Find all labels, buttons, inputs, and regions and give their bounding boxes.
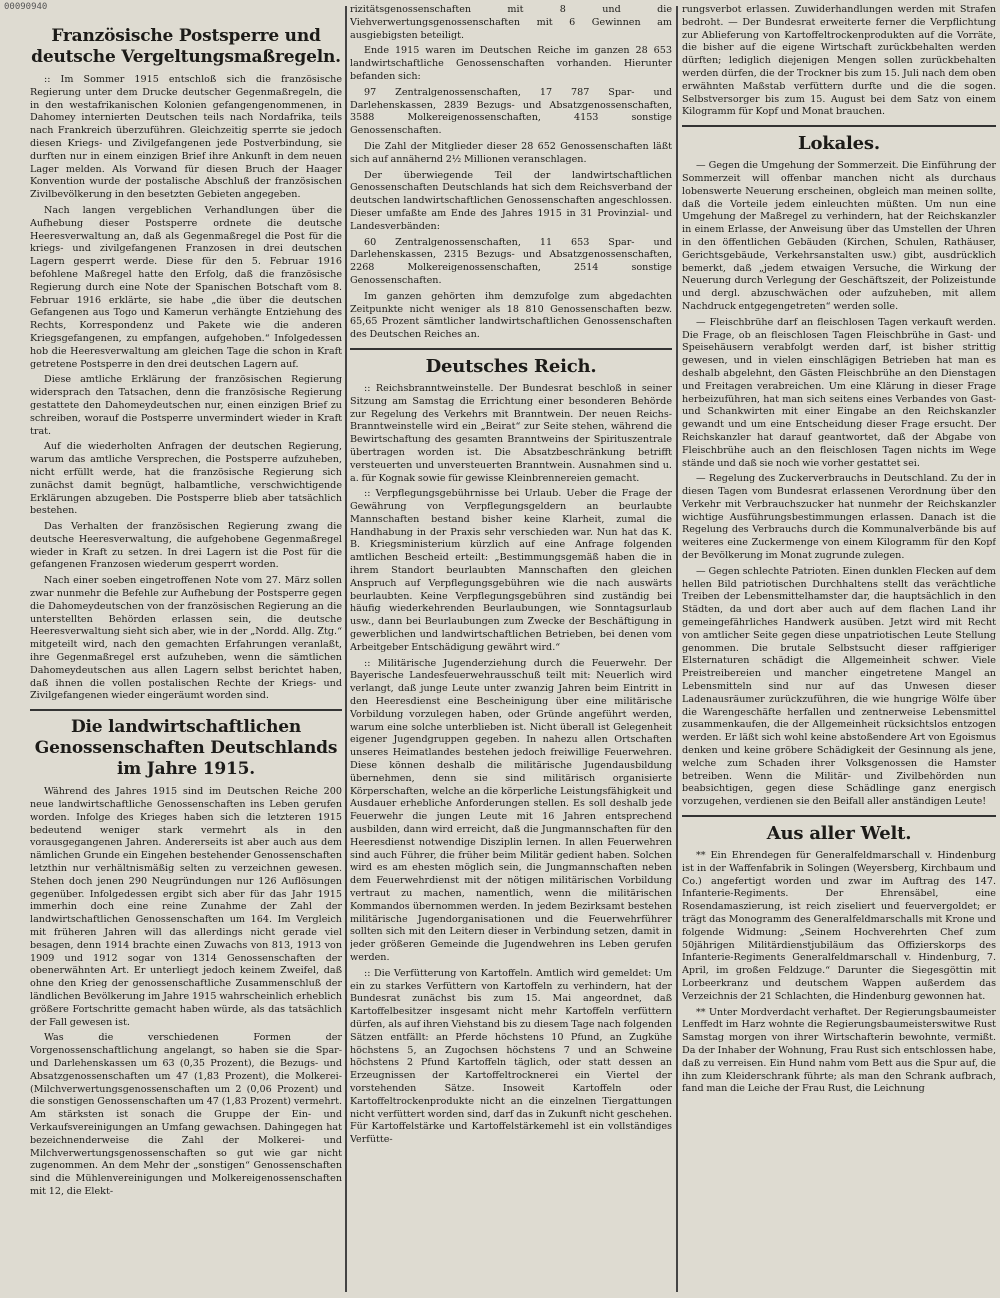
article-heading: Französische Postsperre und deutsche Vergeltungsmaßregeln. — [31, 26, 341, 67]
article-paragraph: Ende 1915 waren im Deutschen Reiche im ganzen 28 653 landwirtschaftliche Genossenschaften vorhanden. Hierunter befanden sich: — [350, 45, 672, 82]
article-paragraph: Auf die wiederholten Anfragen der deutschen Regierung, warum das amtliche Versprechen, die Postsperre aufzuheben, nicht erfüllt werde, hat die französische Regierung sich zunächst damit begnügt, halbamtliche, verschwichtigende Erklärungen abzugeben. Die Postsperre blieb aber tatsächlich bestehen. — [30, 441, 342, 517]
column-2 — [350, 4, 672, 1274]
article-paragraph: :: Die Verfütterung von Kartoffeln. Amtlich wird gemeldet: Um ein zu starkes Verfüttern von Kartoffeln zu verhindern, hat der Bundesrat zunächst bis zum 15. Mai angeordnet, daß Kartoffelbesitzer insgesamt nicht mehr Kartoffeln verfüttern dürfen, als auf ihren Viehstand bis zu diesem Tage nach folgenden Sätzen entfällt: an Pferde höchstens 10 Pfund, an Zugkühe höchstens 5, an Zugochsen höchstens 7 und an Schweine höchstens 2 Pfund Kartoffeln täglich, oder statt dessen an Erzeugnissen der Kartoffeltrocknerei ein Viertel der vorstehenden Sätze. Insoweit Kartoffeln oder Kartoffeltrockenprodukte nicht an die einzelnen Tiergattungen nicht verfüttert worden sind, darf das in Zukunft nicht geschehen. Für Kartoffelstärke und Kartoffelstärkemehl ist ein vollständiges Verfütte- — [350, 967, 672, 1146]
article-paragraph: :: Reichsbranntweinstelle. Der Bundesrat beschloß in seiner Sitzung am Samstag die Errichtung einer besonderen Behörde zur Regelung des Verkehrs mit Branntwein. Der neuen Reichs-Branntweinstelle wird ein „Beirat“ zur Seite stehen, während die Bewirtschaftung des gesamten Branntweins der Spirituszentrale übertragen worden ist. Die Absatzbeschränkung betrifft versteuerten und unversteuerten Branntwein. Ausnahmen sind u. a. für Kognak sowie für gewisse Kleinbrennereien gemacht. — [350, 382, 672, 484]
column-rule — [345, 6, 347, 1292]
section-divider — [30, 709, 342, 711]
section-divider — [682, 125, 996, 127]
article-paragraph: — Regelung des Zuckerverbrauchs in Deutschland. Zu der in diesen Tagen vom Bundesrat erlassenen Verordnung über den Verkehr mit Verbrauchszucker hat nunmehr der Reichskanzler wichtige Ausführungsbestimmungen erlassen. Danach ist die Regelung des Verbrauchs durch die Kommunalverbände bis auf weiteres eine Zuckermenge von einem Kilogramm für den Kopf der Bevölkerung im Monat zugrunde zulegen. — [682, 473, 996, 562]
article-paragraph: :: Militärische Jugenderziehung durch die Feuerwehr. Der Bayerische Landesfeuerwehrausschuß teilt mit: Neuerlich wird verlangt, daß junge Leute unter zwanzig Jahren beim Eintritt in den Heeresdienst eine Bescheinigung über eine militärische Vorbildung vorzulegen haben, oder Gründe angeführt werden, warum eine solche unterblieben ist. Nicht überall ist Gelegenheit eigener Jugendgruppen gegeben. In nahezu allen Ortschaften unseres Heimatlandes bestehen jedoch freiwillige Feuerwehren. Diese können deshalb die militärische Jugendausbildung übernehmen, denn sie sind militärisch organisierte Körperschaften, welche an die körperliche Leistungsfähigkeit und Ausdauer erhebliche Anforderungen stellen. Es soll deshalb jede Feuerwehr die jungen Leute mit 16 Jahren entsprechend ausbilden, dann wird erreicht, daß die Jungmannschaften für den Heeresdienst notwendige Disziplin lernen. In allen Feuerwehren sind auch Führer, die früher beim Militär gedient haben. Solchen wird es am ehesten möglich sein, die Jungmannschaften neben dem Feuerwehrdienst mit der nötigen militärischen Vorbildung vertraut zu machen, namentlich, wenn die militärischen Kommandos übernommen werden. In jedem Bezirksamt bestehen militärische Jugendorganisationen und die Feuerwehrführer sollten sich mit den Leitern dieser in Verbindung setzen, damit in jeder größeren Gemeinde die Jugendwehren ins Leben gerufen werden. — [350, 657, 672, 963]
section-heading: Aus aller Welt. — [766, 823, 912, 845]
article-heading: Die landwirtschaftlichen Genossenschaften Deutschlands im Jahre 1915. — [34, 717, 338, 780]
column-1 — [30, 20, 342, 1290]
section-heading: Lokales. — [798, 133, 880, 155]
article-paragraph: ** Unter Mordverdacht verhaftet. Der Regierungsbaumeister Lenffedt im Harz wohnte die Regierungsbaumeisterswitwe Rust Samstag morgen von ihrer Wirtschafterin bewohnte, vermißt. Da der Inhaber der Wohnung, Frau Rust sich entschlossen habe, daß zu verreisen. Ein Hund nahm vom Bett aus die Spur auf, die ihn zum Kleiderschrank führte; als man den Schrank aufbrach, fand man die Leiche der Frau Rust, die Leichnung — [682, 1006, 996, 1095]
article-paragraph: — Gegen schlechte Patrioten. Einen dunklen Flecken auf dem hellen Bild patriotischen Durchhaltens stellt das verächtliche Treiben der Lebensmittelhamster dar, die hauptsächlich in den Städten, da und dort aber auch auf dem flachen Land ihr gemeingefährliches Handwerk ausüben. Jetzt wird mit Recht von amtlicher Seite gegen diese unpatriotischen Leute Stellung genommen. Die brutale Selbstsucht dieser raffgieriger Elsternaturen schädigt die Allgemeinheit schwer. Viele Preistreibereien und mancher eingetretene Mangel an Lebensmitteln sind nur auf das Unwesen dieser Ladenausräumer zurückzuführen, die wie hungrige Wölfe über die Warengeschäfte herfallen und zentnerweise Lebensmittel zusammenkaufen, die der Allgemeinheit rücksichtslos entzogen werden. Er läßt sich wohl keine abstoßendere Art von Egoismus denken und keine gröbere Schädigkeit der Gesinnung als jene, welche zum Schaden ihrer Volksgenossen die Hamster betreiben. Wenn die Militär- und Zivilbehörden nun beabsichtigen, gegen diese Schädlinge ganz energisch vorzugehen, verdienen sie den Beifall aller anständigen Leute! — [682, 565, 996, 808]
article-paragraph: — Gegen die Umgehung der Sommerzeit. Die Einführung der Sommerzeit will offenbar manchen nicht als durchaus lobenswerte Neuerung erscheinen, obgleich man meinen sollte, daß die Vorteile jedem einleuchten müßten. Um nun eine Umgehung der Maßregel zu verhindern, hat der Reichskanzler in einem Erlasse, der Anweisung über das Umstellen der Uhren in den öffentlichen Gebäuden (Kirchen, Schulen, Rathäuser, Gerichtsgebäude, Verkehrsanstalten usw.) gibt, ausdrücklich bemerkt, daß „jedem etwaigen Versuche, die Wirkung der Neuerung durch Verlegung der Geschäftszeit, der Polizeistunde und dergl. abzuschwächen oder aufzuheben, mit allem Nachdruck entgegengetreten“ werden solle. — [682, 160, 996, 312]
section-divider — [350, 348, 672, 350]
article-paragraph: 97 Zentralgenossenschaften, 17 787 Spar- und Darlehenskassen, 2839 Bezugs- und Absatzgenossenschaften, 3588 Molkereigenossenschaften, 4153 sonstige Genossenschaften. — [350, 86, 672, 137]
article-paragraph: rungsverbot erlassen. Zuwiderhandlungen werden mit Strafen bedroht. — Der Bundesrat erweiterte ferner die Verpflichtung zur Ablieferung von Kartoffeltrockenprodukten auf die Vorräte, die bisher auf die eigene Wirtschaft zurückbehalten werden dürften; lediglich diejenigen Mengen sollen zurückbehalten werden dürfen, die der Trockner bis zum 15. Juli nach dem oben erwähnten Maßstab verfüttern durfte und die die sogen. Selbstversorger bis zum 15. August bei dem Satz von einem Kilogramm für Kopf und Monat brauchen. — [682, 4, 996, 118]
article-paragraph: Das Verhalten der französischen Regierung zwang die deutsche Heeresverwaltung, die aufgehobene Gegenmaßregel wieder in Kraft zu setzen. In drei Lagern ist die Post für die gefangenen Franzosen wiederum gesperrt worden. — [30, 521, 342, 571]
page-id: 00090940 — [4, 2, 48, 12]
article-paragraph: Diese amtliche Erklärung der französischen Regierung widersprach den Tatsachen, denn die französische Regierung gestattete den Dahomeydeutschen nur, einen einzigen Brief zu schreiben, worauf die Postsperre unvermindert wieder in Kraft trat. — [30, 374, 342, 437]
article-paragraph: 60 Zentralgenossenschaften, 11 653 Spar- und Darlehenskassen, 2315 Bezugs- und Absatzgenossenschaften, 2268 Molkereigenossenschaften, 2514 sonstige Genossenschaften. — [350, 236, 672, 286]
article-paragraph: Der überwiegende Teil der landwirtschaftlichen Genossenschaften Deutschlands hat sich dem Reichsverband der deutschen landwirtschaftlichen Genossenschaften angeschlossen. Dieser umfaßte am Ende des Jahres 1915 in 31 Provinzial- und Landesverbänden: — [350, 169, 672, 232]
article-paragraph: :: Im Sommer 1915 entschloß sich die französische Regierung unter dem Drucke deutscher Gegenmaßregeln, die in den westafrikanischen Kolonien gefangengenommenen, in Dahomey internierten Deutschen teils nach Nordafrika, teils nach Frankreich überzuführen. Gleichzeitig sperrte sie jedoch diesen Kriegs- und Zivilgefangenen jede Postverbindung, sie durften nur in einem einzigen Brief ihre Ankunft in dem neuen Lager melden. Als Vorwand für diesen Bruch der Haager Konvention wurde der postalische Abschluß der französischen Zivilbevölkerung in den besetzten Gebieten angegeben. — [30, 74, 342, 201]
article-paragraph: Nach einer soeben eingetroffenen Note vom 27. März sollen zwar nunmehr die Befehle zur Aufhebung der Postsperre gegen die Dahomeydeutschen von der französischen Regierung an die unterstellten Behörden erlassen sein, die deutsche Heeresverwaltung sieht sich aber, wie in der „Nordd. Allg. Ztg.“ mitgeteilt wird, nach den gemachten Erfahrungen veranlaßt, ihre Gegenmaßregel erst aufzuheben, wenn die sämtlichen Dahomeydeutschen aus allen Lagern selbst berichtet haben, daß ihnen die vollen postalischen Rechte der Kriegs- und Zivilgefangenen wieder eingeräumt worden sind. — [30, 575, 342, 702]
article-paragraph: Nach langen vergeblichen Verhandlungen über die Aufhebung dieser Postsperre ordnete die deutsche Heeresverwaltung an, daß als Gegenmaßregel die Post für die kriegs- und zivilgefangenen Franzosen in drei deutschen Lagern gesperrt werde. Diese für den 5. Februar 1916 befohlene Maßregel hatte den Erfolg, daß die französische Regierung durch eine Note der Spanischen Botschaft vom 8. Februar 1916 erklärte, sie habe „die über die deutschen Gefangenen aus Togo und Kamerun verhängte Entziehung des Rechts, Korrespondenz und Pakete wie die anderen Kriegsgefangenen, zu empfangen, aufgehoben.“ Infolgedessen hob die Heeresverwaltung am gleichen Tage die schon in Kraft getretene Postsperre in den drei deutschen Lagern auf. — [30, 204, 342, 370]
article-paragraph: :: Verpflegungsgebührnisse bei Urlaub. Ueber die Frage der Gewährung von Verpflegungsgeldern an beurlaubte Mannschaften bestand bisher keine Klarheit, zumal die Handhabung in der Praxis sehr verschieden war. Nun hat das K. B. Kriegsministerium kürzlich auf eine Anfrage folgenden amtlichen Bescheid erteilt: „Bestimmungsgemäß haben die in ihrem Standort beurlaubten Mannschaften den gleichen Anspruch auf Verpflegungsgebühren wie die nach auswärts beurlaubten. Keine Verpflegungsgebühren sind zuständig bei häufig wiederkehrenden Beurlaubungen, wie Sonntagsurlaub usw., dann bei Beurlaubungen zum Zwecke der Beschäftigung in gewerblichen und landwirtschaftlichen Betrieben, bei denen vom Arbeitgeber Entschädigung gewährt wird.“ — [350, 488, 672, 653]
article-paragraph: rizitätsgenossenschaften mit 8 und die Viehverwertungsgenossenschaften mit 6 Gewinnen am ausgiebigsten beteiligt. — [350, 4, 672, 41]
article-paragraph: — Fleischbrühe darf an fleischlosen Tagen verkauft werden. Die Frage, ob an fleischlosen Tagen Fleischbrühe in Gast- und Speisehäusern verabfolgt werden darf, ist bisher strittig gewesen, und in vielen einschlägigen Betrieben hat man es deshalb abgelehnt, den Gästen Fleischbrühe an den Dienstagen und Freitagen verabreichen. Um eine Klärung in dieser Frage herbeizuführen, hat man sich seitens eines Verbandes von Gast- und Schankwirten mit einer Eingabe an den Reichskanzler gewandt und um eine Entscheidung dieser Frage ersucht. Der Reichskanzler hat darauf geantwortet, daß der Abgabe von Fleischbrühe auch an den fleischlosen Tagen nichts im Wege stände und daß sie noch wie vorher gestattet sei. — [682, 316, 996, 469]
column-3 — [682, 4, 996, 1274]
article-paragraph: Was die verschiedenen Formen der Vorgenossenschaftlichung angelangt, so haben sie die Spar- und Darlehenskassen um 63 (0,35 Prozent), die Bezugs- und Absatzgenossenschaften um 47 (1,83 Prozent), die Molkerei- (Milchverwertungsgenossenschaften um 2 (0,06 Prozent) und die sonstigen Genossenschaften um 47 (1,83 Prozent) vermehrt. Am stärksten ist sonach die Gruppe der Ein- und Verkaufsvereinigungen an Umfang gewachsen. Dahingegen hat bezeichnenderweise die Zahl der Molkerei- und Milchverwertungsgenossenschaften so gut wie gar nicht zugenommen. An dem Mehr der „sonstigen“ Genossenschaften sind die Mühlenvereinigungen und Molkereigenossenschaften mit 12, die Elekt- — [30, 1032, 342, 1197]
article-paragraph: Die Zahl der Mitglieder dieser 28 652 Genossenschaften läßt sich auf annähernd 2½ Millionen veranschlagen. — [350, 140, 672, 165]
column-rule — [676, 6, 678, 1292]
section-divider — [682, 815, 996, 817]
article-paragraph: Während des Jahres 1915 sind im Deutschen Reiche 200 neue landwirtschaftliche Genossenschaften ins Leben gerufen worden. Infolge des Krieges haben sich die letzteren 1915 bedeutend weniger stark vermehrt als in den vorausgegangenen Jahren. Andererseits ist aber auch aus dem nämlichen Grunde ein Eingehen bestehender Genossenschaften letzthin nur verhältnismäßig selten zu verzeichnen gewesen. Stehen doch jenen 290 Neugründungen nur 126 Auflösungen gegenüber. Infolgedessen ergibt sich aber für das Jahr 1915 immerhin doch eine reine Zunahme der Zahl der landwirtschaftlichen Genossenschaften um 164. Im Vergleich mit früheren Jahren will das allerdings nicht gerade viel besagen, denn 1914 brachte einen Zuwachs von 813, 1913 von 1909 und 1912 sogar von 1314 Genossenschaften der obenerwähnten Art. Er unterliegt jedoch keinem Zweifel, daß ohne den Krieg der genossenschaftliche Zusammenschluß der ländlichen Bevölkerung im Jahre 1915 wahrscheinlich erheblich größere Fortschritte gemacht haben würde, als das tatsächlich der Fall gewesen ist. — [30, 786, 342, 1028]
article-paragraph: Im ganzen gehörten ihm demzufolge zum abgedachten Zeitpunkte nicht weniger als 18 810 Genossenschaften bezw. 65,65 Prozent sämtlicher landwirtschaftlichen Genossenschaften des Deutschen Reiches an. — [350, 290, 672, 341]
article-paragraph: ** Ein Ehrendegen für Generalfeldmarschall v. Hindenburg ist in der Waffenfabrik in Solingen (Weyersberg, Kirchbaum und Co.) angefertigt worden und zwar im Auftrag des 147. Infanterie-Regiments. Der Ehrensäbel, eine Rosendamaszierung, ist reich ziseliert und feuervergoldet; er trägt das Monogramm des Generalfeldmarschalls mit Krone und folgende Widmung: „Seinem Hochverehrten Chef zum 50jährigen Militärdienstjubiläum das Offizierskorps des Infanterie-Regiments Generalfeldmarschall v. Hindenburg, 7. April, im großen Feldzuge.“ Darunter die Siegesgöttin mit Lorbeerkranz und deutschem Wappen außerdem das Verzeichnis der 21 Schlachten, die Hindenburg gewonnen hat. — [682, 850, 996, 1002]
section-heading: Deutsches Reich. — [425, 355, 597, 377]
